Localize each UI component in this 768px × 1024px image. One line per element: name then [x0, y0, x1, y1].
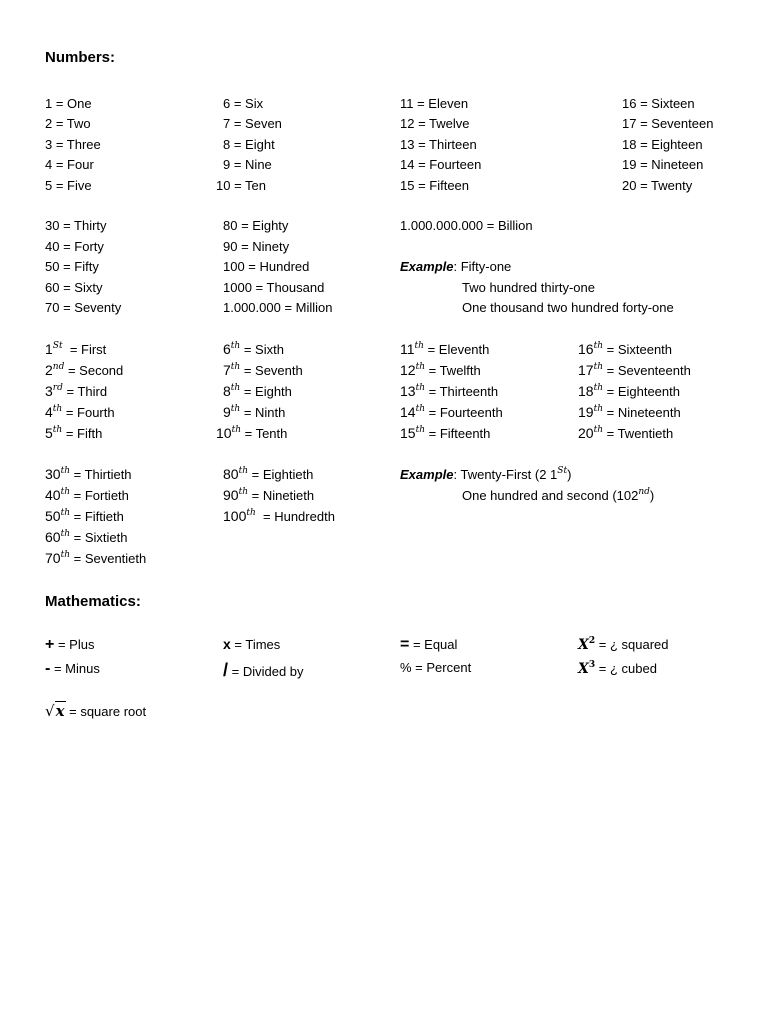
ordinal-suffix: th — [230, 362, 241, 372]
cardinal-entry: 14 = Fourteen — [400, 157, 482, 172]
equal-icon: = — [400, 636, 410, 653]
ordinal-number: 4 — [45, 404, 53, 420]
ordinal-suffix: nd — [52, 362, 65, 372]
ordinal-entry — [223, 467, 313, 481]
cardinal-entry: 30 = Thirty — [45, 218, 107, 233]
ordinal-suffix: th — [593, 425, 603, 435]
math-label: = ¿ squared — [595, 637, 669, 652]
ordinal-entry — [223, 488, 314, 502]
ordinal-word: = Sixteenth — [603, 342, 673, 357]
ordinal-entry — [45, 488, 129, 502]
ordinal-word: = Eleventh — [423, 342, 490, 357]
ordinal-word: = Hundredth — [255, 509, 335, 524]
ordinal-number: 70 — [45, 550, 61, 566]
ordinal-suffix: th — [60, 487, 70, 497]
table-row — [0, 488, 768, 508]
ordinal-number: 90 — [223, 487, 239, 503]
ordinal-suffix: th — [415, 425, 425, 435]
ordinal-entry — [578, 426, 673, 440]
ordinal-entry — [45, 551, 146, 565]
ordinal-entry — [45, 467, 132, 481]
math-entry-plus — [45, 637, 94, 653]
ordinal-word: = Sixth — [240, 342, 284, 357]
ordinal-word: = Twentieth — [603, 426, 674, 441]
ordinal-number: 80 — [223, 466, 239, 482]
math-label: = Plus — [54, 637, 95, 652]
table-row — [0, 384, 768, 404]
ordinal-entry — [400, 405, 503, 419]
ordinal-entry — [400, 342, 489, 356]
table-row — [0, 704, 768, 724]
ordinal-word: = First — [62, 342, 107, 357]
ordinal-number: 14 — [400, 404, 416, 420]
ordinal-suffix: th — [230, 404, 241, 414]
ordinal-entry — [45, 405, 115, 419]
ordinal-entry — [223, 384, 292, 398]
ordinal-number: 100 — [223, 508, 247, 524]
square-root-icon: √x — [45, 702, 65, 720]
ordinal-suffix: rd — [52, 383, 63, 393]
example-text: Fifty-one — [460, 259, 512, 274]
table-row — [0, 138, 768, 158]
example-2-first-line: Example: Twenty-First (2 1St) — [400, 466, 572, 482]
ordinal-word: = Fortieth — [70, 488, 129, 503]
cardinal-entry: 7 = Seven — [223, 116, 282, 131]
ordinal-word: = Thirteenth — [425, 384, 499, 399]
example-label: Example — [400, 259, 454, 274]
ordinal-word: = Fourth — [62, 405, 115, 420]
example-label: Example — [400, 467, 454, 482]
cardinal-entry: 90 = Ninety — [223, 239, 290, 254]
cardinal-entry: 100 = Hundred — [223, 259, 310, 274]
ordinal-number: 17 — [578, 362, 594, 378]
ordinal-number: 2 — [45, 362, 53, 378]
ordinal-suffix: th — [593, 404, 603, 414]
ordinal-entry — [578, 384, 680, 398]
ordinal-word: = Third — [62, 384, 108, 399]
cardinal-entry: 70 = Seventy — [45, 300, 122, 315]
ordinal-number: 40 — [45, 487, 61, 503]
ordinal-suffix: th — [52, 425, 63, 435]
ordinal-word: = Fourteenth — [425, 405, 503, 420]
cardinal-entry: 13 = Thirteen — [400, 137, 477, 152]
ordinal-number: 50 — [45, 508, 61, 524]
ordinal-entry — [45, 426, 102, 440]
ordinal-number: 60 — [45, 529, 61, 545]
table-row — [0, 551, 768, 571]
math-label: = Times — [230, 637, 281, 652]
times-icon: x — [223, 636, 231, 652]
ordinal-word: = Fifteenth — [425, 426, 491, 441]
cardinal-entry: 50 = Fifty — [45, 259, 99, 274]
ordinal-suffix: th — [52, 404, 63, 414]
ordinal-number: 6 — [223, 341, 231, 357]
cardinal-entry: 2 = Two — [45, 116, 91, 131]
example-text: One hundred and second (102 — [462, 488, 639, 503]
table-row — [0, 509, 768, 529]
example-2-second-line — [462, 488, 654, 502]
ordinal-word: = Twelfth — [425, 363, 481, 378]
table-row — [0, 342, 768, 362]
table-row — [0, 405, 768, 425]
ordinal-suffix: nd — [638, 487, 650, 497]
ordinal-word: = Seventh — [240, 363, 303, 378]
cardinal-entry: 5 = Five — [45, 178, 92, 193]
math-entry-percent — [400, 661, 471, 674]
cardinal-entry: 19 = Nineteen — [622, 157, 704, 172]
ordinal-word: = Eighteenth — [603, 384, 680, 399]
ordinal-entry — [45, 363, 123, 377]
table-row — [0, 363, 768, 383]
math-entry-cubed — [578, 661, 657, 676]
ordinal-suffix: th — [414, 341, 424, 351]
ordinal-suffix: St — [557, 466, 568, 476]
ordinal-number: 12 — [400, 362, 416, 378]
exponent: 2 — [588, 636, 596, 646]
math-label: = Equal — [409, 637, 458, 652]
cardinal-entry: 80 = Eighty — [223, 218, 289, 233]
cardinal-entry: 12 = Twelve — [400, 116, 470, 131]
table-row — [0, 219, 768, 239]
cardinal-entry: 20 = Twenty — [622, 178, 693, 193]
table-row — [0, 467, 768, 487]
cardinal-entry: 10 = Ten — [216, 178, 267, 193]
ordinal-number: 20 — [578, 425, 594, 441]
ordinal-suffix: th — [230, 341, 241, 351]
ordinal-suffix: th — [593, 383, 603, 393]
cardinal-entry: 11 = Eleven — [400, 96, 469, 111]
minus-icon: - — [45, 660, 51, 677]
ordinal-entry — [216, 426, 287, 440]
ordinal-number: 30 — [45, 466, 61, 482]
ordinal-word: = Seventeenth — [603, 363, 691, 378]
math-entry-squared — [578, 637, 669, 652]
ordinal-entry — [223, 363, 303, 377]
ordinal-suffix: th — [60, 550, 70, 560]
ordinal-word: = Thirtieth — [70, 467, 132, 482]
ordinal-suffix: th — [415, 404, 425, 414]
cardinal-entry: 3 = Three — [45, 137, 101, 152]
example-1-first-line: Example: Fifty-one — [400, 259, 512, 274]
cardinal-entry: 9 = Nine — [223, 157, 272, 172]
math-label: = Percent — [411, 660, 472, 675]
ordinal-word: = Tenth — [241, 426, 288, 441]
ordinal-number: 13 — [400, 383, 416, 399]
ordinal-entry — [45, 384, 107, 398]
table-row — [0, 260, 768, 280]
radicand-x: x — [55, 702, 65, 720]
ordinal-number: 5 — [45, 425, 53, 441]
ordinal-entry — [578, 405, 681, 419]
cardinal-entry: 6 = Six — [223, 96, 264, 111]
math-label: = Minus — [50, 661, 100, 676]
ordinal-word: = Ninetieth — [248, 488, 315, 503]
ordinal-entry — [45, 530, 127, 544]
cardinal-entry: 60 = Sixty — [45, 280, 103, 295]
math-entry-divided — [223, 661, 304, 679]
cardinal-entry: 16 = Sixteen — [622, 96, 695, 111]
ordinal-suffix: th — [415, 362, 425, 372]
math-label: = ¿ cubed — [595, 661, 657, 676]
ordinal-entry — [223, 342, 284, 356]
mathematics-heading: Mathematics: — [45, 593, 141, 610]
ordinal-word: = Nineteenth — [603, 405, 681, 420]
ordinal-number: 8 — [223, 383, 231, 399]
math-entry-minus — [45, 661, 100, 677]
plus-icon: + — [45, 636, 55, 653]
ordinal-entry — [578, 342, 672, 356]
ordinal-word: = Ninth — [240, 405, 286, 420]
math-label: = Divided by — [228, 664, 304, 679]
ordinal-word: = Second — [64, 363, 124, 378]
cardinal-entry: 8 = Eight — [223, 137, 275, 152]
ordinal-number: 18 — [578, 383, 594, 399]
ordinal-entry — [45, 342, 106, 356]
ordinal-entry — [45, 509, 124, 523]
ordinal-number: 15 — [400, 425, 416, 441]
table-row — [0, 281, 768, 301]
table-row — [0, 179, 768, 199]
cardinal-entry: 17 = Seventeen — [622, 116, 714, 131]
ordinal-entry — [400, 426, 490, 440]
ordinal-suffix: th — [60, 466, 70, 476]
ordinal-suffix: th — [593, 341, 603, 351]
variable-x: X — [578, 661, 589, 677]
cardinal-entry: 15 = Fifteen — [400, 178, 470, 193]
ordinal-suffix: th — [246, 508, 256, 518]
example-text: One thousand two hundred forty-one — [462, 300, 674, 315]
example-text: Twenty-First (2 1 — [460, 467, 558, 482]
table-row — [0, 97, 768, 117]
ordinal-number: 7 — [223, 362, 231, 378]
ordinal-suffix: th — [238, 487, 248, 497]
ordinal-word: = Fiftieth — [70, 509, 124, 524]
example-text-end: ) — [567, 467, 572, 482]
ordinal-entry — [400, 384, 498, 398]
numbers-heading: Numbers: — [45, 49, 116, 66]
cardinal-entry: 18 = Eighteen — [622, 137, 703, 152]
ordinal-number: 16 — [578, 341, 594, 357]
example-text: Two hundred thirty-one — [462, 280, 595, 295]
table-row — [0, 661, 768, 681]
cardinal-entry: 40 = Forty — [45, 239, 104, 254]
ordinal-word: = Seventieth — [70, 551, 147, 566]
ordinal-suffix: th — [60, 529, 70, 539]
ordinal-number: 10 — [216, 425, 232, 441]
table-row — [0, 117, 768, 137]
ordinal-word: = Eighth — [240, 384, 292, 399]
example-text-end: ) — [649, 488, 655, 503]
ordinal-number: 11 — [400, 341, 415, 357]
ordinal-suffix: th — [230, 383, 241, 393]
ordinal-entry — [223, 405, 285, 419]
ordinal-suffix: th — [238, 466, 248, 476]
table-row — [0, 637, 768, 657]
divide-icon: / — [223, 660, 229, 680]
cardinal-entry: 1000 = Thousand — [223, 280, 325, 295]
cardinal-entry: 1 = One — [45, 96, 92, 111]
math-entry-times — [223, 637, 280, 651]
ordinal-number: 3 — [45, 383, 53, 399]
percent-icon: % — [400, 660, 412, 675]
ordinal-word: = Eightieth — [248, 467, 314, 482]
ordinal-number: 9 — [223, 404, 231, 420]
ordinal-suffix: th — [593, 362, 603, 372]
math-entry-square-root — [45, 704, 146, 719]
math-entry-equal — [400, 637, 457, 653]
variable-x: X — [578, 637, 589, 653]
ordinal-entry — [400, 363, 481, 377]
ordinal-entry — [223, 509, 335, 523]
ordinal-suffix: th — [231, 425, 241, 435]
exponent: 3 — [588, 660, 596, 670]
ordinal-suffix: th — [60, 508, 70, 518]
ordinal-suffix: St — [52, 341, 63, 351]
ordinal-word: = Sixtieth — [70, 530, 128, 545]
cardinal-entry: 1.000.000.000 = Billion — [400, 218, 533, 233]
table-row — [0, 530, 768, 550]
ordinal-number: 1 — [45, 341, 53, 357]
math-label: = square root — [65, 704, 147, 719]
table-row — [0, 426, 768, 446]
ordinal-suffix: th — [415, 383, 425, 393]
table-row — [0, 158, 768, 178]
ordinal-number: 19 — [578, 404, 594, 420]
cardinal-entry: 4 = Four — [45, 157, 94, 172]
table-row — [0, 301, 768, 321]
table-row — [0, 240, 768, 260]
ordinal-entry — [578, 363, 691, 377]
ordinal-word: = Fifth — [62, 426, 103, 441]
cardinal-entry: 1.000.000 = Million — [223, 300, 333, 315]
